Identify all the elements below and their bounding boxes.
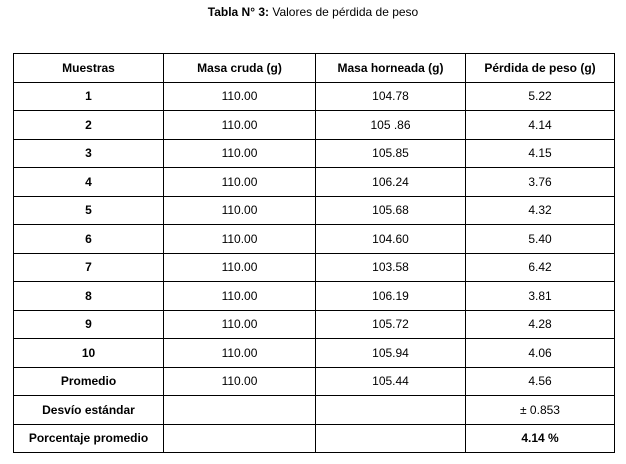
porcentaje-empty-cell xyxy=(164,424,316,453)
cell-perdida: 5.22 xyxy=(466,82,615,111)
cell-muestra: 10 xyxy=(14,339,164,368)
cell-masa-cruda: 110.00 xyxy=(164,310,316,339)
header-perdida-peso: Pérdida de peso (g) xyxy=(466,54,615,83)
header-muestras: Muestras xyxy=(14,54,164,83)
cell-masa-cruda: 110.00 xyxy=(164,168,316,197)
cell-muestra: 7 xyxy=(14,253,164,282)
weight-loss-table xyxy=(13,53,615,453)
desvio-empty-cell xyxy=(164,396,316,425)
table-row xyxy=(14,196,615,225)
cell-masa-horneada: 105 .86 xyxy=(316,111,466,140)
desvio-value: ± 0.853 xyxy=(466,396,615,425)
cell-muestra: 2 xyxy=(14,111,164,140)
table-row xyxy=(14,82,615,111)
cell-masa-cruda: 110.00 xyxy=(164,82,316,111)
cell-masa-cruda: 110.00 xyxy=(164,196,316,225)
cell-masa-cruda: 110.00 xyxy=(164,225,316,254)
porcentaje-label: Porcentaje promedio xyxy=(14,424,164,453)
table-caption xyxy=(0,5,626,19)
cell-masa-horneada: 105.94 xyxy=(316,339,466,368)
cell-masa-cruda: 110.00 xyxy=(164,339,316,368)
cell-perdida: 4.28 xyxy=(466,310,615,339)
promedio-perdida: 4.56 xyxy=(466,367,615,396)
table-row xyxy=(14,310,615,339)
table-row xyxy=(14,168,615,197)
porcentaje-row xyxy=(14,424,615,453)
cell-muestra: 9 xyxy=(14,310,164,339)
cell-perdida: 3.76 xyxy=(466,168,615,197)
porcentaje-empty-cell xyxy=(316,424,466,453)
cell-perdida: 3.81 xyxy=(466,282,615,311)
table-row xyxy=(14,225,615,254)
cell-muestra: 4 xyxy=(14,168,164,197)
promedio-row xyxy=(14,367,615,396)
table-row xyxy=(14,282,615,311)
cell-masa-horneada: 105.68 xyxy=(316,196,466,225)
cell-muestra: 6 xyxy=(14,225,164,254)
header-masa-horneada: Masa horneada (g) xyxy=(316,54,466,83)
desvio-row xyxy=(14,396,615,425)
header-masa-cruda: Masa cruda (g) xyxy=(164,54,316,83)
table-row xyxy=(14,253,615,282)
cell-masa-cruda: 110.00 xyxy=(164,253,316,282)
cell-perdida: 4.15 xyxy=(466,139,615,168)
cell-perdida: 5.40 xyxy=(466,225,615,254)
cell-masa-horneada: 105.72 xyxy=(316,310,466,339)
cell-masa-horneada: 106.24 xyxy=(316,168,466,197)
cell-masa-horneada: 104.78 xyxy=(316,82,466,111)
table-row xyxy=(14,339,615,368)
cell-muestra: 1 xyxy=(14,82,164,111)
cell-masa-cruda: 110.00 xyxy=(164,111,316,140)
promedio-masa-cruda: 110.00 xyxy=(164,367,316,396)
desvio-label: Desvío estándar xyxy=(14,396,164,425)
table-body xyxy=(14,82,615,453)
table-row xyxy=(14,111,615,140)
cell-masa-cruda: 110.00 xyxy=(164,139,316,168)
cell-perdida: 4.14 xyxy=(466,111,615,140)
cell-masa-horneada: 106.19 xyxy=(316,282,466,311)
header-row xyxy=(14,54,615,83)
porcentaje-value: 4.14 % xyxy=(466,424,615,453)
cell-muestra: 8 xyxy=(14,282,164,311)
cell-perdida: 4.06 xyxy=(466,339,615,368)
promedio-masa-horneada: 105.44 xyxy=(316,367,466,396)
caption-text: Valores de pérdida de peso xyxy=(269,5,419,19)
caption-prefix: Tabla N° 3: xyxy=(207,5,270,19)
cell-masa-horneada: 103.58 xyxy=(316,253,466,282)
cell-masa-horneada: 104.60 xyxy=(316,225,466,254)
cell-perdida: 4.32 xyxy=(466,196,615,225)
cell-muestra: 3 xyxy=(14,139,164,168)
cell-masa-cruda: 110.00 xyxy=(164,282,316,311)
cell-masa-horneada: 105.85 xyxy=(316,139,466,168)
cell-perdida: 6.42 xyxy=(466,253,615,282)
promedio-label: Promedio xyxy=(14,367,164,396)
table-row xyxy=(14,139,615,168)
cell-muestra: 5 xyxy=(14,196,164,225)
desvio-empty-cell xyxy=(316,396,466,425)
